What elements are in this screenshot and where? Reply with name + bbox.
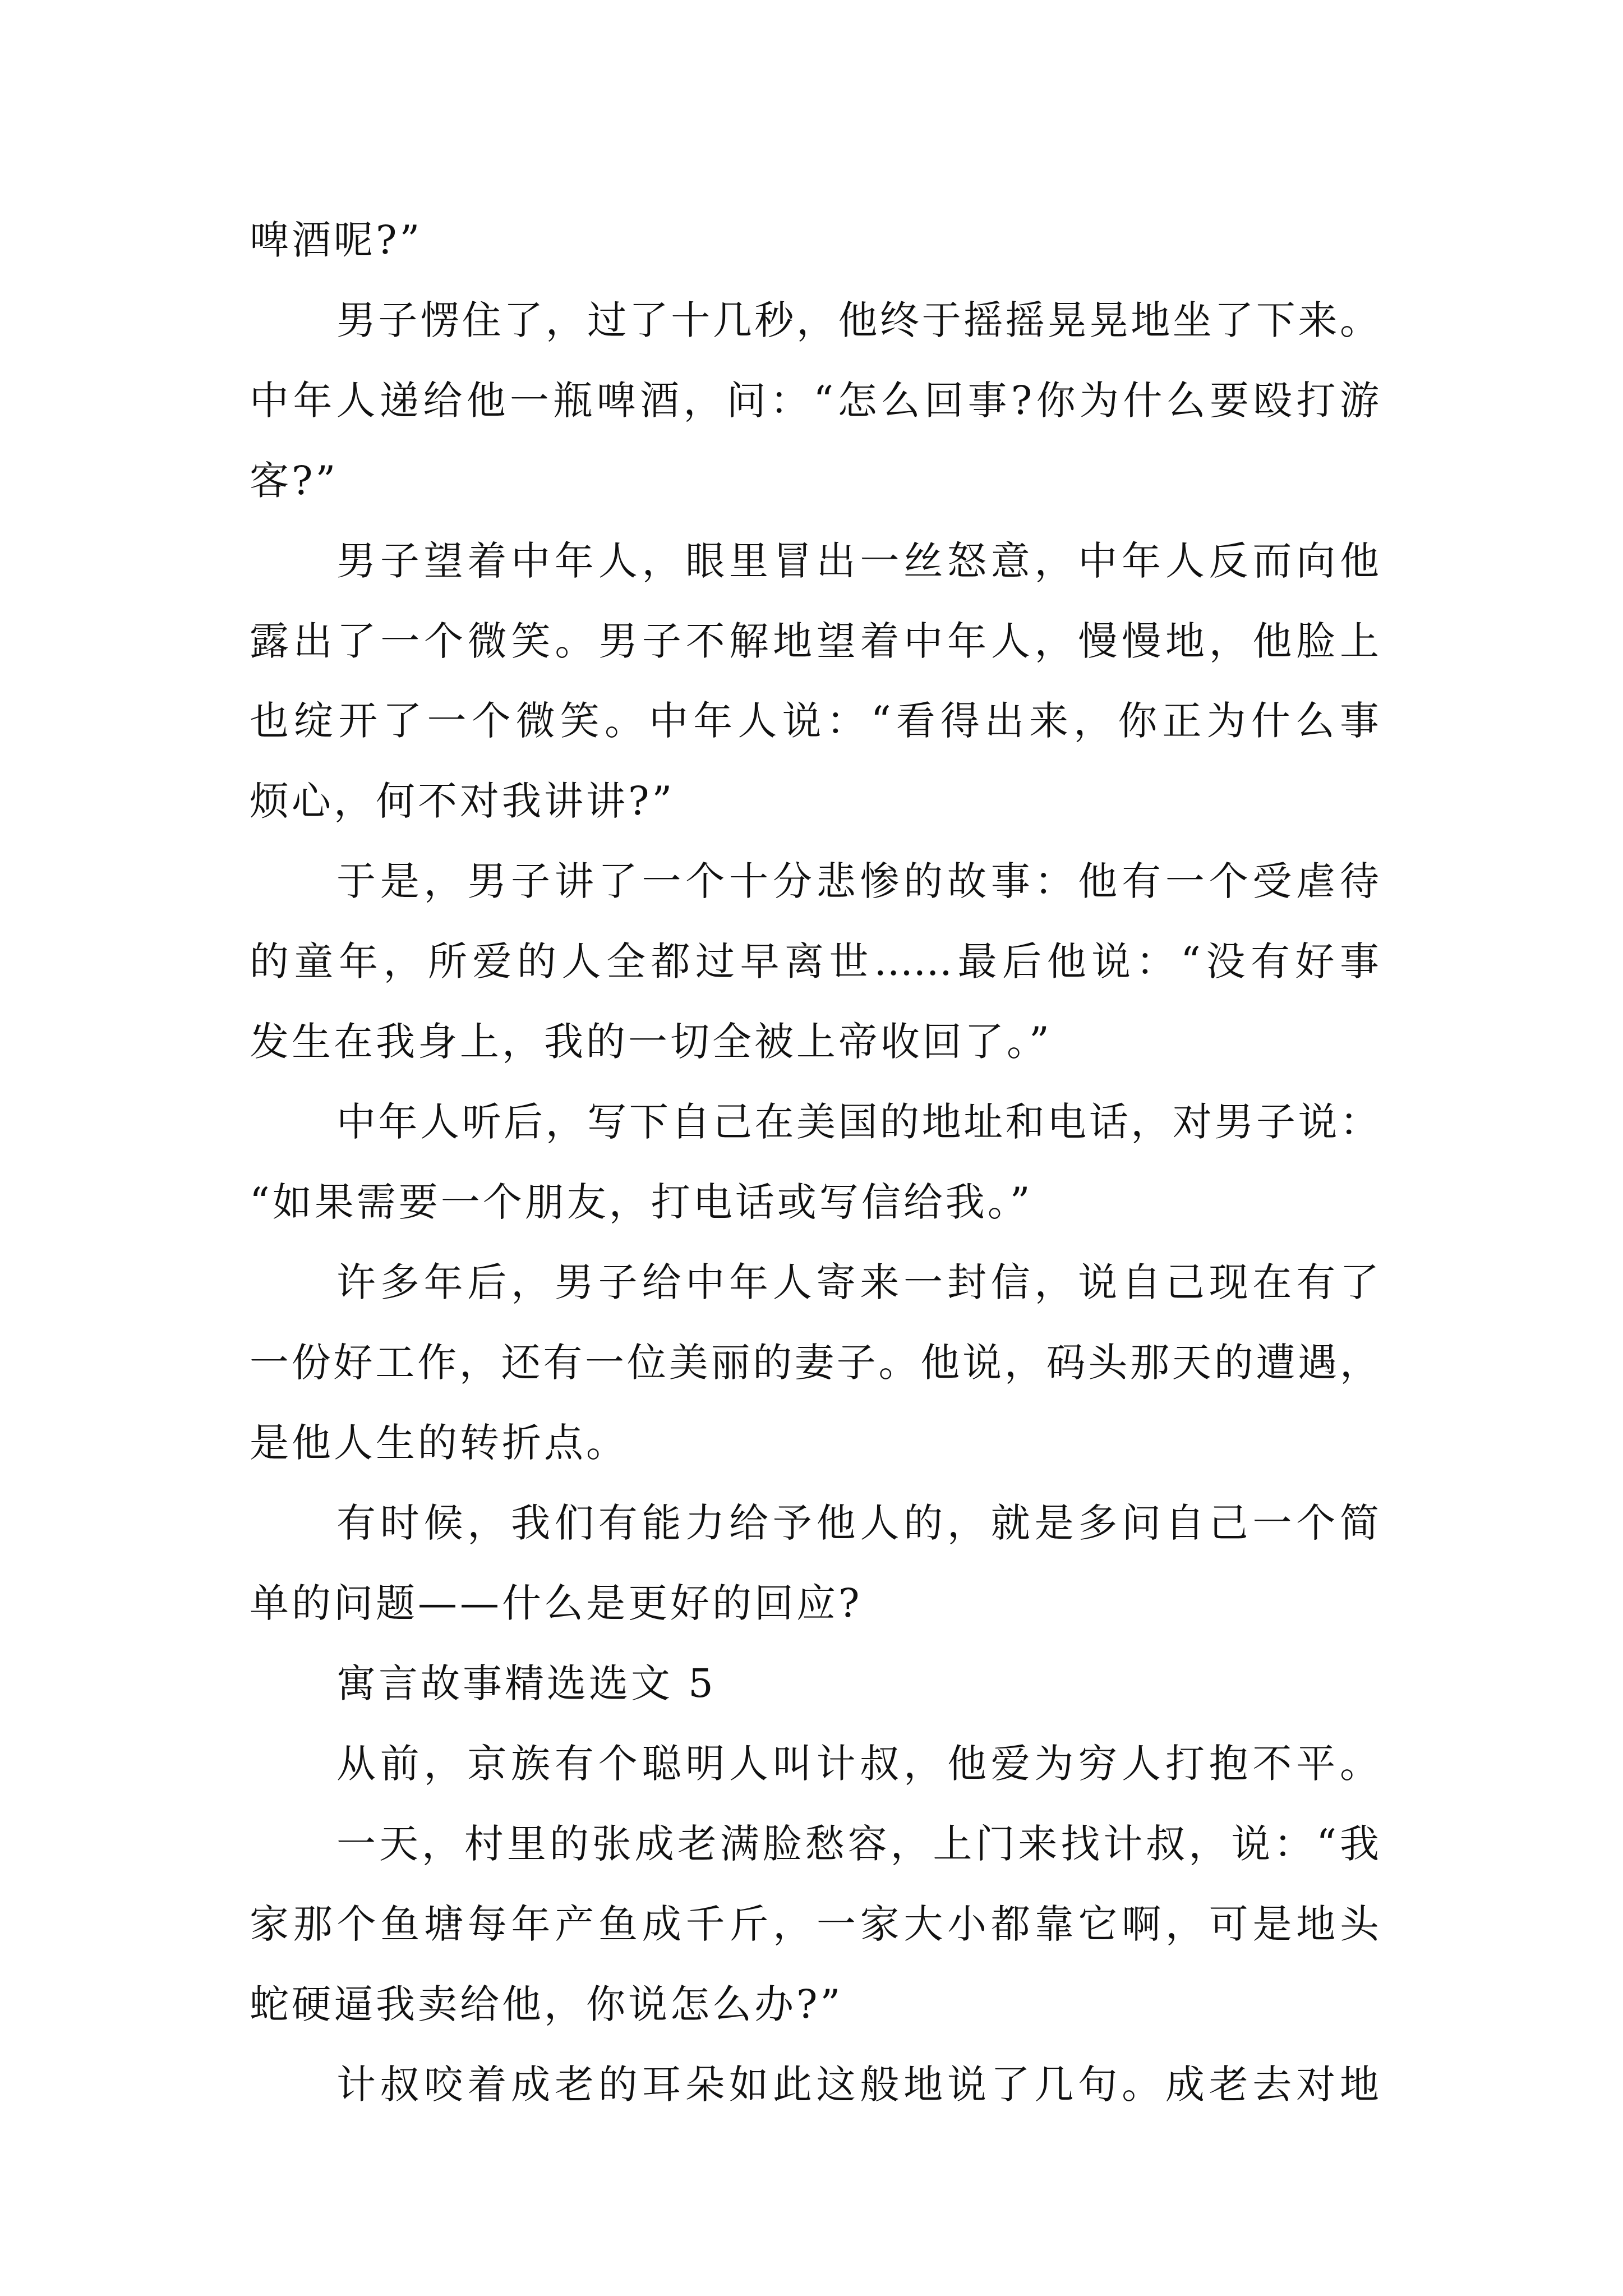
text-line: 许多年后，男子给中年人寄来一封信，说自己现在有了 (336, 1259, 1379, 1305)
text-line: 中年人递给他一瓶啤酒，问：“怎么回事?你为什么要殴打游 (250, 378, 1379, 424)
text-line: 客?” (250, 458, 339, 504)
text-line: 男子望着中年人，眼里冒出一丝怒意，中年人反而向他 (336, 538, 1379, 584)
text-line: 单的问题——什么是更好的回应? (250, 1580, 863, 1626)
text-line: 啤酒呢?” (250, 217, 423, 263)
text-line: 发生在我身上，我的一切全被上帝收回了。” (250, 1019, 1052, 1065)
text-line: 是他人生的转折点。 (250, 1420, 628, 1466)
text-line: 于是，男子讲了一个十分悲惨的故事：他有一个受虐待 (336, 858, 1379, 904)
text-line: 烦心，何不对我讲讲?” (250, 778, 675, 824)
text-line: 也绽开了一个微笑。中年人说：“看得出来，你正为什么事 (250, 698, 1379, 744)
section-heading: 寓言故事精选选文 5 (336, 1660, 716, 1706)
text-line: 计叔咬着成老的耳朵如此这般地说了几句。成老去对地 (336, 2062, 1379, 2108)
text-line: 从前，京族有个聪明人叫计叔，他爱为穷人打抱不平。 (336, 1741, 1379, 1787)
text-line: “如果需要一个朋友，打电话或写信给我。” (250, 1179, 1033, 1225)
text-line: 露出了一个微笑。男子不解地望着中年人，慢慢地，他脸上 (250, 618, 1379, 664)
text-line: 中年人听后，写下自己在美国的地址和电话，对男子说： (336, 1099, 1379, 1145)
text-line: 蛇硬逼我卖给他，你说怎么办?” (250, 1981, 843, 2027)
text-line: 一天，村里的张成老满脸愁容，上门来找计叔，说：“我 (336, 1821, 1379, 1867)
text-line: 男子愣住了，过了十几秒，他终于摇摇晃晃地坐了下来。 (336, 297, 1379, 343)
text-line: 有时候，我们有能力给予他人的，就是多问自己一个简 (336, 1500, 1379, 1546)
text-line: 家那个鱼塘每年产鱼成千斤，一家大小都靠它啊，可是地头 (250, 1901, 1379, 1947)
text-line: 一份好工作，还有一位美丽的妻子。他说，码头那天的遭遇， (250, 1340, 1379, 1386)
text-line: 的童年，所爱的人全都过早离世……最后他说：“没有好事 (250, 938, 1379, 984)
